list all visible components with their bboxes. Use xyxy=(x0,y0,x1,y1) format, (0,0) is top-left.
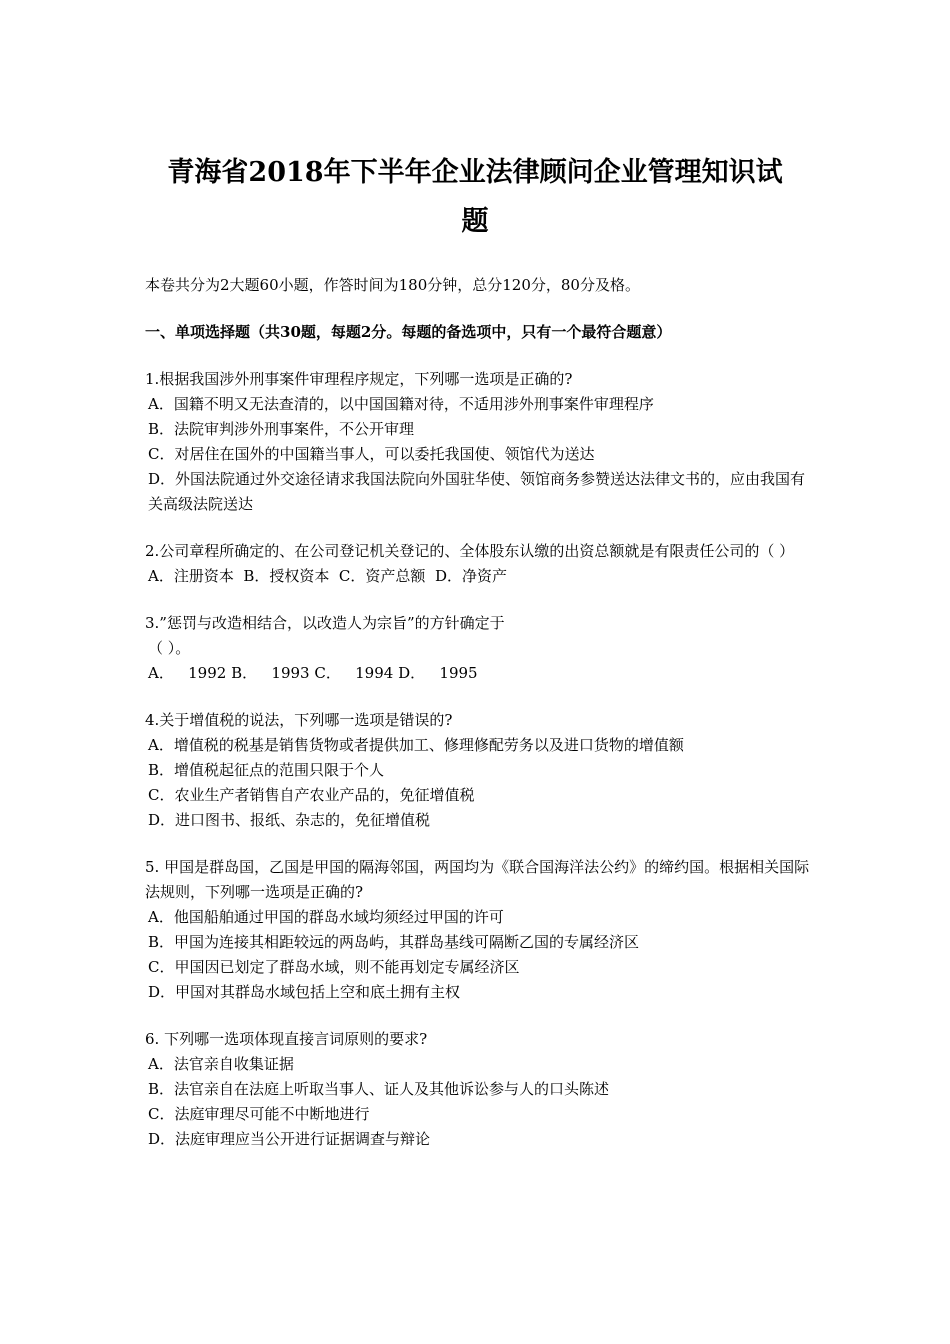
question-6 xyxy=(145,1027,810,1152)
option-a: A．增值税的税基是销售货物或者提供加工、修理修配劳务以及进口货物的增值额 xyxy=(148,736,684,754)
option-a: A．他国船舶通过甲国的群岛水域均须经过甲国的许可 xyxy=(148,908,504,926)
option-b: B．法院审判涉外刑事案件，不公开审理 xyxy=(148,420,415,438)
section-heading: 一、单项选择题（共30题，每题2分。每题的备选项中，只有一个最符合题意） xyxy=(145,323,672,341)
question-text: 2.公司章程所确定的、在公司登记机关登记的、全体股东认缴的出资总额就是有限责任公司的（ ） xyxy=(145,542,795,560)
question-text: 6. 下列哪一选项体现直接言词原则的要求? xyxy=(145,1030,428,1048)
option-d: D．外国法院通过外交途径请求我国法院向外国驻华使、领馆商务参赞送达法律文书的，应由我国有关高级法院送达 xyxy=(148,470,806,513)
option-c: C．农业生产者销售自产农业产品的，免征增值税 xyxy=(148,786,475,804)
exam-intro: 本卷共分为2大题60小题，作答时间为180分钟，总分120分，80分及格。 xyxy=(145,276,640,294)
option-d: D．甲国对其群岛水域包括上空和底土拥有主权 xyxy=(148,983,461,1001)
option-d: D．进口图书、报纸、杂志的，免征增值税 xyxy=(148,811,431,829)
option-c: C．法庭审理尽可能不中断地进行 xyxy=(148,1105,370,1123)
question-4 xyxy=(145,708,810,833)
title-line-1: 青海省2018年下半年企业法律顾问企业管理知识试 xyxy=(167,157,783,188)
option-c: C．甲国因已划定了群岛水域，则不能再划定专属经济区 xyxy=(148,958,520,976)
options-inline: A． 1992 B． 1993 C． 1994 D． 1995 xyxy=(148,664,478,682)
document-body xyxy=(145,273,810,1174)
options-inline: A．注册资本 B．授权资本 C．资产总额 D．净资产 xyxy=(148,567,507,585)
option-a: A．法官亲自收集证据 xyxy=(148,1055,294,1073)
question-2 xyxy=(145,539,810,589)
option-b: B．法官亲自在法庭上听取当事人、证人及其他诉讼参与人的口头陈述 xyxy=(148,1080,610,1098)
option-d: D．法庭审理应当公开进行证据调查与辩论 xyxy=(148,1130,431,1148)
option-b: B．增值税起征点的范围只限于个人 xyxy=(148,761,385,779)
question-text: 4.关于增值税的说法，下列哪一选项是错误的? xyxy=(145,711,453,729)
document-title xyxy=(100,148,850,246)
title-line-2: 题 xyxy=(461,206,489,237)
question-3 xyxy=(145,611,810,686)
question-text: 3.”惩罚与改造相结合，以改造人为宗旨”的方针确定于 xyxy=(145,614,505,632)
option-b: B．甲国为连接其相距较远的两岛屿，其群岛基线可隔断乙国的专属经济区 xyxy=(148,933,640,951)
option-c: C．对居住在国外的中国籍当事人，可以委托我国使、领馆代为送达 xyxy=(148,445,595,463)
question-text: 1.根据我国涉外刑事案件审理程序规定，下列哪一选项是正确的? xyxy=(145,370,573,388)
question-5 xyxy=(145,855,810,1005)
question-text-continued: （ ）。 xyxy=(148,639,191,657)
option-a: A．国籍不明又无法查清的，以中国国籍对待，不适用涉外刑事案件审理程序 xyxy=(148,395,654,413)
question-1 xyxy=(145,367,810,517)
question-text: 5. 甲国是群岛国，乙国是甲国的隔海邻国，两国均为《联合国海洋法公约》的缔约国。根据相关国际法规则，下列哪一选项是正确的? xyxy=(145,858,810,901)
